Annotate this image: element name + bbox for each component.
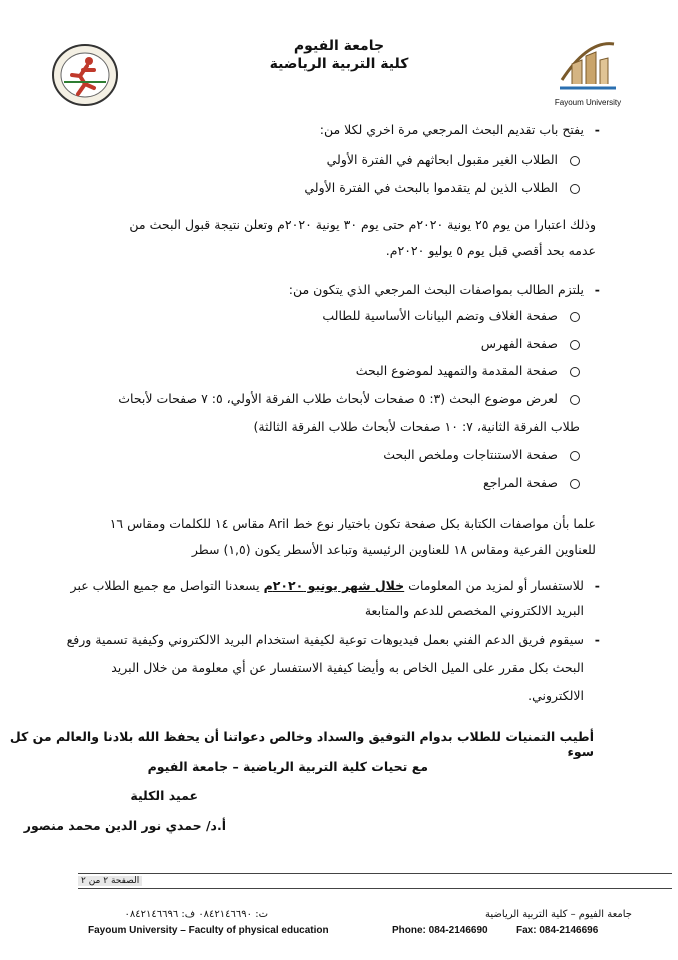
footer-divider-top xyxy=(78,873,672,874)
paragraph-line: عدمه بحد أقصي قبل يوم ٥ يوليو ٢٠٢٠م. xyxy=(385,243,596,258)
list-item-continuation: طلاب الفرقة الثانية، ٧: ١٠ صفحات لأبحاث طلاب الفرقة الثالثة) xyxy=(253,419,580,434)
footer-fax: Fax: 084-2146696 xyxy=(516,925,599,936)
paragraph-line: وذلك اعتبارا من يوم ٢٥ يونية ٢٠٢٠م حتى يوم ٣٠ يونية ٢٠٢٠م وتعلن نتيجة قبول البحث من xyxy=(129,217,596,232)
bullet-dash-icon: - xyxy=(594,282,600,297)
footer-phone: Phone: 084-2146690 xyxy=(392,925,488,936)
dean-name: أ.د/ حمدي نور الدين محمد منصور xyxy=(23,818,226,833)
list-item-text: صفحة الفهرس xyxy=(480,336,558,351)
section1-intro-text: يفتح باب تقديم البحث المرجعي مرة اخري لكلا من: xyxy=(319,122,584,137)
section3-highlight: خلال شهر يونيو ٢٠٢٠م xyxy=(263,578,405,593)
footer-left-english: Fayoum University – Faculty of physical education xyxy=(88,925,329,936)
list-item xyxy=(322,308,580,323)
list-item-text: لعرض موضوع البحث (٣: ٥ صفحات لأبحاث طلاب الفرقة الأولي، ٥: ٧ صفحات لأبحاث xyxy=(118,391,558,406)
list-item xyxy=(483,475,580,490)
circle-bullet-icon xyxy=(570,184,580,194)
section4-line xyxy=(67,632,600,647)
bullet-dash-icon: - xyxy=(594,122,600,137)
note-line: للعناوين الفرعية ومقاس ١٨ للعناوين الرئيسية وتباعد الأسطر يكون (١,٥) سطر xyxy=(191,542,596,557)
university-logo xyxy=(552,30,624,110)
section2-intro-text: يلتزم الطالب بمواصفات البحث المرجعي الذي يتكون من: xyxy=(288,282,584,297)
list-item xyxy=(327,152,580,167)
section3-text-pre: للاستفسار أو لمزيد من المعلومات xyxy=(408,578,584,593)
faculty-title: كلية التربية الرياضية xyxy=(269,56,409,72)
circle-bullet-icon xyxy=(570,479,580,489)
dean-title: عميد الكلية xyxy=(130,788,198,803)
list-item-text: صفحة المقدمة والتمهيد لموضوع البحث xyxy=(355,363,558,378)
university-title: جامعة الفيوم xyxy=(293,38,385,54)
list-item-text: صفحة الغلاف وتضم البيانات الأساسية للطالب xyxy=(322,308,558,323)
closing-wishes: أطيب التمنيات للطلاب بدوام التوفيق والسداد وخالص دعواتنا أن يحفظ الله بلادنا والعالم من كل سوء xyxy=(9,729,594,759)
page-number: الصفحة ٢ من ٢ xyxy=(78,876,142,886)
section4-text: سيقوم فريق الدعم الفني بعمل فيديوهات توعية لكيفية استخدام البريد الالكتروني وكيفية تسمية ورفع xyxy=(66,632,584,647)
footer-left-arabic: ت: ٠٨٤٢١٤٦٦٩٠ ف: ٠٨٤٢١٤٦٦٩٦ xyxy=(124,909,268,920)
footer-divider-bottom xyxy=(78,888,672,889)
footer-right-arabic: جامعة الفيوم – كلية التربية الرياضية xyxy=(485,909,632,920)
section4-line2: البحث بكل مقرر على الميل الخاص به وأيضا كيفية الاستفسار عن أي معلومة من خلال البريد xyxy=(111,660,584,675)
list-item-text: الطلاب الغير مقبول ابحاثهم في الفترة الأولي xyxy=(326,152,558,167)
bullet-dash-icon: - xyxy=(594,632,600,647)
faculty-emblem-logo xyxy=(50,42,120,108)
list-item xyxy=(356,363,580,378)
closing-greeting: مع تحيات كلية التربية الرياضية – جامعة الفيوم xyxy=(147,759,428,774)
list-item xyxy=(304,180,580,195)
list-item-text: صفحة الاستنتاجات وملخص البحث xyxy=(383,447,558,462)
bullet-dash-icon: - xyxy=(594,578,600,593)
section4-line3: الالكتروني. xyxy=(528,688,584,703)
list-item-text: صفحة المراجع xyxy=(483,475,558,490)
circle-bullet-icon xyxy=(570,312,580,322)
list-item xyxy=(118,391,580,406)
circle-bullet-icon xyxy=(570,156,580,166)
section2-intro xyxy=(289,282,600,297)
list-item xyxy=(481,336,580,351)
logo-caption: Fayoum University xyxy=(554,98,622,107)
circle-bullet-icon xyxy=(570,395,580,405)
list-item xyxy=(383,447,580,462)
note-line: علما بأن مواصفات الكتابة بكل صفحة تكون باختيار نوع خط Aril مقاس ١٤ للكلمات ومقاس ١٦ xyxy=(109,516,596,531)
list-item-text: الطلاب الذين لم يتقدموا بالبحث في الفترة الأولي xyxy=(304,180,558,195)
section3-text-post: يسعدنا التواصل مع جميع الطلاب عبر xyxy=(70,578,260,593)
circle-bullet-icon xyxy=(570,340,580,350)
section3-line xyxy=(71,578,600,593)
circle-bullet-icon xyxy=(570,451,580,461)
section1-intro xyxy=(320,122,600,137)
section3-line2: البريد الالكتروني المخصص للدعم والمتابعة xyxy=(364,603,584,618)
circle-bullet-icon xyxy=(570,367,580,377)
